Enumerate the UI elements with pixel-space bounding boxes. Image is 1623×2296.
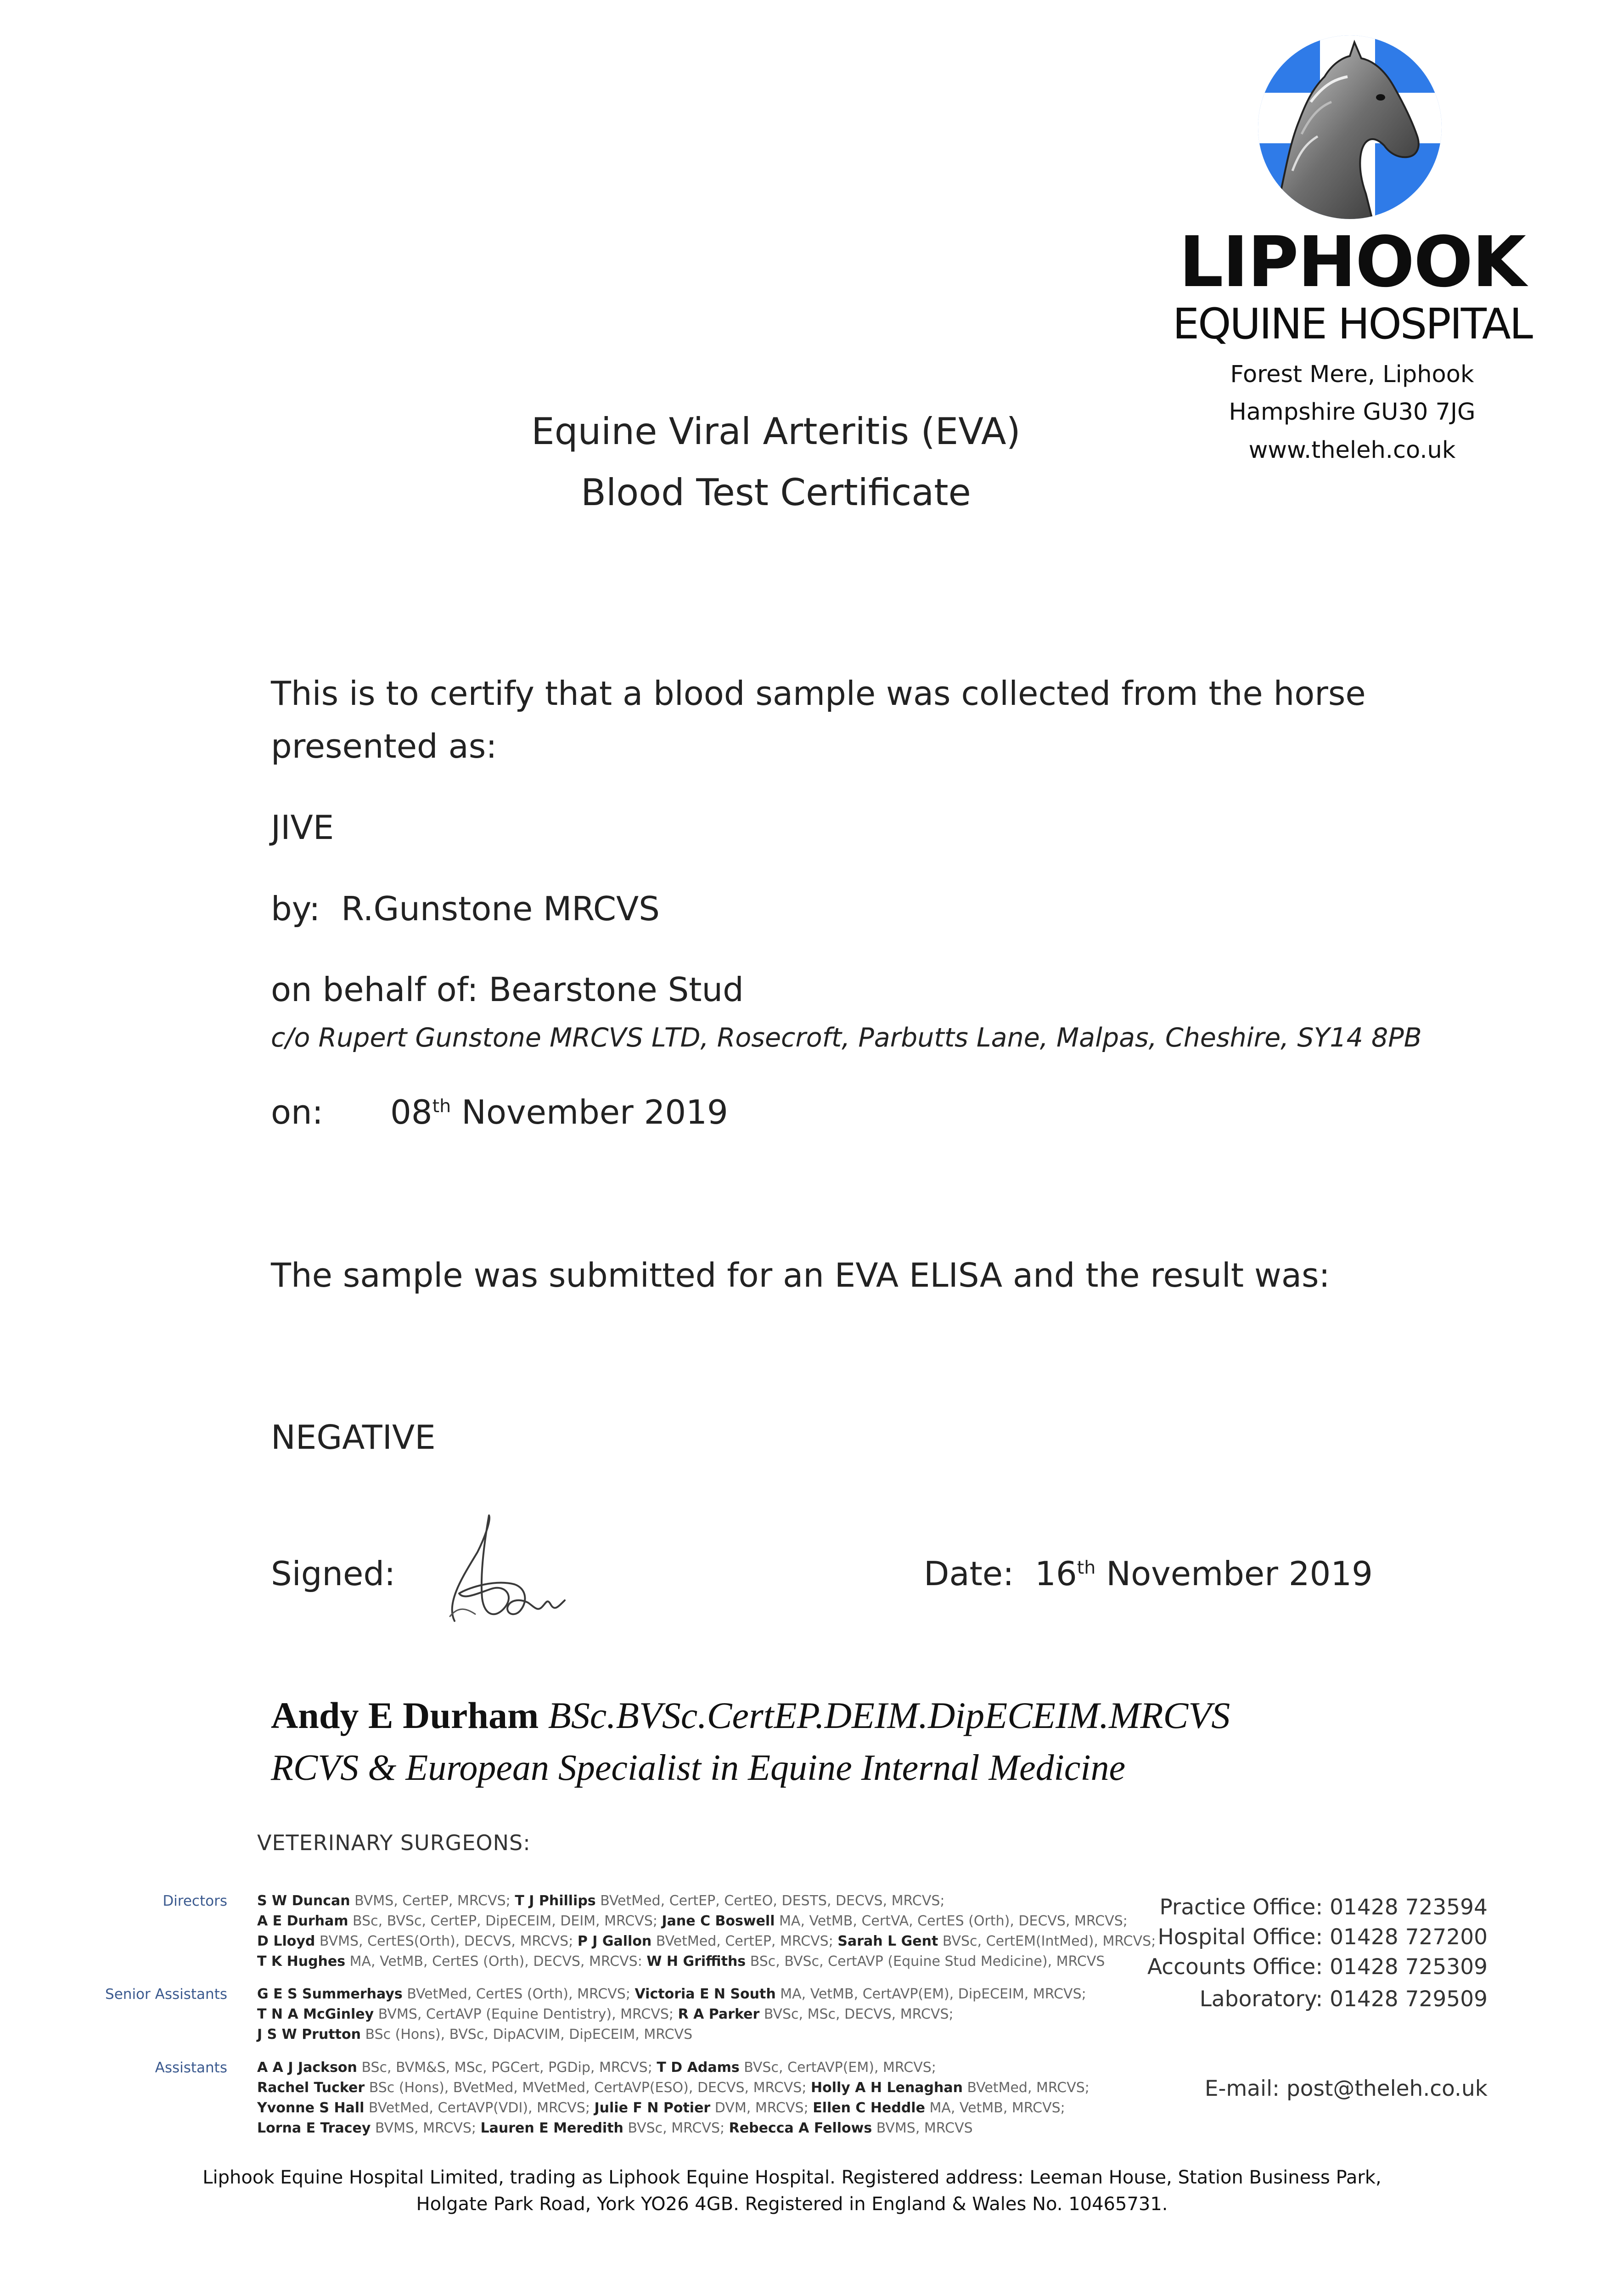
intro-line-2: presented as:	[271, 727, 497, 765]
brand-name: LIPHOOK	[1179, 221, 1526, 303]
vets-heading: VETERINARY SURGEONS:	[257, 1830, 531, 1855]
staff-name: Holly A H Lenaghan	[810, 2080, 963, 2096]
on-month-year: November 2019	[461, 1093, 728, 1131]
staff-name: T K Hughes	[257, 1953, 346, 1970]
staff-name: W H Griffiths	[646, 1953, 746, 1970]
staff-name: Julie F N Potier	[594, 2100, 711, 2116]
signer-name: Andy E Durham	[271, 1694, 539, 1736]
staff-quals: BVMS, CertEP, MRCVS;	[350, 1893, 515, 1909]
staff-name: Jane C Boswell	[662, 1913, 775, 1929]
date-label: Date:	[924, 1554, 1014, 1593]
staff-quals: MA, VetMB, CertVA, CertES (Orth), DECVS, MRCVS;	[775, 1913, 1128, 1929]
staff-quals: BSc (Hons), BVSc, DipACVIM, DipECEIM, MRCVS	[360, 2026, 693, 2043]
collected-by	[271, 883, 660, 935]
on-suffix: th	[432, 1096, 451, 1117]
signer-quals: BSc.BVSc.CertEP.DEIM.DipECEIM.MRCVS	[548, 1694, 1230, 1736]
submitted-text: The sample was submitted for an EVA ELISA and the result was:	[271, 1256, 1330, 1294]
staff-name: A A J Jackson	[257, 2060, 357, 2076]
staff-name: Lorna E Tracey	[257, 2120, 371, 2136]
hospital-office-phone: Hospital Office: 01428 727200	[1157, 1925, 1488, 1950]
staff-quals: BVSc, MSc, DECVS, MRCVS;	[759, 2006, 954, 2022]
staff-line	[257, 1955, 1105, 1969]
email-contact[interactable]: E-mail: post@theleh.co.uk	[1204, 2076, 1488, 2101]
staff-quals: BVetMed, MRCVS;	[962, 2080, 1089, 2096]
by-value: R.Gunstone MRCVS	[341, 889, 660, 928]
on-label: on:	[271, 1093, 323, 1131]
staff-name: G E S Summerhays	[257, 1986, 403, 2002]
on-day: 08	[390, 1093, 432, 1131]
staff-name: Victoria E N South	[635, 1986, 776, 2002]
directors-label: Directors	[163, 1893, 227, 1909]
signed-label: Signed:	[271, 1554, 396, 1593]
staff-quals: MA, VetMB, MRCVS;	[925, 2100, 1065, 2116]
staff-name: Rebecca A Fellows	[729, 2120, 872, 2136]
signature-image	[427, 1506, 592, 1639]
date-suffix: th	[1077, 1557, 1096, 1578]
collection-date	[271, 1086, 728, 1139]
staff-line	[257, 1914, 1128, 1928]
staff-quals: BSc (Hons), BVetMed, MVetMed, CertAVP(ESO), DECVS, MRCVS;	[365, 2080, 811, 2096]
staff-line	[257, 1894, 945, 1908]
staff-quals: BVSc, CertAVP(EM), MRCVS;	[739, 2060, 936, 2076]
staff-quals: BSc, BVM&S, MSc, PGCert, PGDip, MRCVS;	[357, 2060, 657, 2076]
by-label: by:	[271, 889, 320, 928]
staff-quals: BVetMed, CertES (Orth), MRCVS;	[402, 1986, 635, 2002]
footer-line-2: Holgate Park Road, York YO26 4GB. Registered in England & Wales No. 10465731.	[416, 2194, 1168, 2215]
certificate-subtitle: Blood Test Certificate	[581, 471, 971, 514]
senior-assistants-label: Senior Assistants	[105, 1986, 227, 2003]
signature-date	[924, 1548, 1373, 1600]
on-behalf-of	[271, 963, 744, 1016]
staff-name: Ellen C Heddle	[813, 2100, 925, 2116]
intro-line-1: This is to certify that a blood sample was collected from the horse	[271, 674, 1366, 713]
horse-logo-icon	[1256, 33, 1444, 221]
staff-quals: BVMS, MRCVS	[872, 2120, 973, 2136]
staff-quals: MA, VetMB, CertAVP(EM), DipECEIM, MRCVS;	[775, 1986, 1086, 2002]
staff-line	[257, 2122, 973, 2135]
staff-quals: BSc, BVSc, CertAVP (Equine Stud Medicine), MRCVS	[746, 1953, 1105, 1970]
signer-title: RCVS & European Specialist in Equine Internal Medicine	[271, 1748, 1126, 1788]
staff-name: T D Adams	[657, 2060, 740, 2076]
behalf-value: Bearstone Stud	[489, 970, 744, 1009]
website-link[interactable]: www.theleh.co.uk	[1248, 437, 1456, 464]
staff-line	[257, 2028, 692, 2042]
staff-name: Lauren E Meredith	[480, 2120, 623, 2136]
staff-name: Sarah L Gent	[837, 1933, 938, 1949]
date-month-year: November 2019	[1106, 1554, 1373, 1593]
staff-name: T J Phillips	[515, 1893, 596, 1909]
behalf-address: c/o Rupert Gunstone MRCVS LTD, Rosecroft, Parbutts Lane, Malpas, Cheshire, SY14 8PB	[271, 1023, 1422, 1053]
brand-subtitle: EQUINE HOSPITAL	[1172, 299, 1532, 349]
staff-quals: BVMS, CertAVP (Equine Dentistry), MRCVS;	[374, 2006, 678, 2022]
date-day: 16	[1035, 1554, 1077, 1593]
staff-name: J S W Prutton	[257, 2026, 361, 2043]
staff-line	[257, 2101, 1065, 2115]
staff-name: A E Durham	[257, 1913, 348, 1929]
staff-quals: BVetMed, CertEP, CertEO, DESTS, DECVS, MRCVS;	[595, 1893, 945, 1909]
staff-quals: MA, VetMB, CertES (Orth), DECVS, MRCVS:	[345, 1953, 647, 1970]
staff-quals: DVM, MRCVS;	[710, 2100, 813, 2116]
practice-office-phone: Practice Office: 01428 723594	[1159, 1895, 1488, 1920]
staff-line	[257, 1987, 1086, 2001]
staff-line	[257, 1935, 1156, 1948]
staff-quals: BVSc, MRCVS;	[623, 2120, 729, 2136]
footer-line-1: Liphook Equine Hospital Limited, trading as Liphook Equine Hospital. Registered address: Leeman House, Station Business Park,	[202, 2167, 1382, 2188]
staff-quals: BVMS, CertES(Orth), DECVS, MRCVS;	[315, 1933, 578, 1949]
staff-quals: BVSc, CertEM(IntMed), MRCVS;	[938, 1933, 1156, 1949]
accounts-office-phone: Accounts Office: 01428 725309	[1147, 1954, 1488, 1980]
staff-line	[257, 2081, 1089, 2095]
staff-name: Yvonne S Hall	[257, 2100, 365, 2116]
laboratory-phone: Laboratory: 01428 729509	[1199, 1986, 1488, 2012]
staff-quals: BVetMed, CertEP, MRCVS;	[651, 1933, 838, 1949]
staff-line	[257, 2061, 936, 2075]
staff-line	[257, 2008, 954, 2021]
staff-name: D Lloyd	[257, 1933, 315, 1949]
staff-name: S W Duncan	[257, 1893, 350, 1909]
behalf-label: on behalf of:	[271, 970, 478, 1009]
staff-name: T N A McGinley	[257, 2006, 374, 2022]
certificate-title: Equine Viral Arteritis (EVA)	[531, 410, 1021, 453]
signer-line	[271, 1694, 1230, 1736]
staff-quals: BVetMed, CertAVP(VDI), MRCVS;	[364, 2100, 595, 2116]
staff-name: P J Gallon	[577, 1933, 652, 1949]
address-line-1: Forest Mere, Liphook	[1230, 361, 1474, 388]
staff-quals: BSc, BVSc, CertEP, DipECEIM, DEIM, MRCVS;	[348, 1913, 662, 1929]
address-line-2: Hampshire GU30 7JG	[1229, 399, 1476, 426]
staff-quals: BVMS, MRCVS;	[371, 2120, 481, 2136]
staff-name: Rachel Tucker	[257, 2080, 365, 2096]
assistants-label: Assistants	[155, 2060, 227, 2076]
staff-name: R A Parker	[678, 2006, 760, 2022]
horse-name: JIVE	[271, 808, 334, 847]
test-result: NEGATIVE	[271, 1418, 436, 1457]
